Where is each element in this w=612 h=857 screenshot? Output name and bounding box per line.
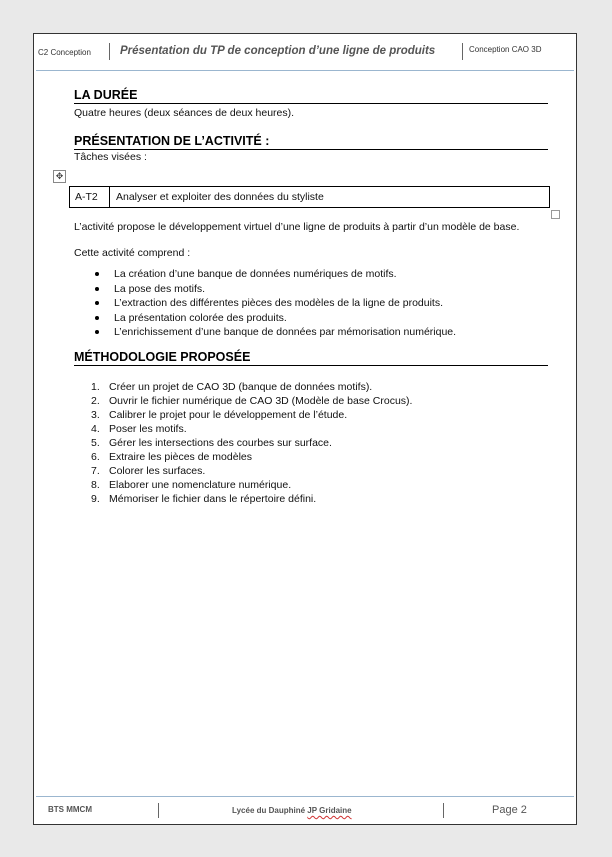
list-item: 8. Elaborer une nomenclature numérique. — [91, 478, 292, 491]
list-item: 9. Mémoriser le fichier dans le répertoire défini. — [91, 492, 317, 505]
activity-includes-label: Cette activité comprend : — [74, 247, 191, 259]
list-item: 2. Ouvrir le fichier numérique de CAO 3D (Modèle de base Crocus). — [91, 394, 413, 407]
table-cell-label: Analyser et exploiter des données du styliste — [116, 191, 324, 203]
bullet-icon — [95, 287, 99, 291]
list-item: La pose des motifs. — [74, 282, 548, 297]
section-heading-duree: LA DURÉE — [74, 88, 548, 104]
footer-rule — [36, 796, 574, 797]
document-page — [33, 33, 577, 825]
duree-text: Quatre heures (deux séances de deux heures). — [74, 107, 295, 119]
list-item: L’extraction des différentes pièces des modèles de la ligne de produits. — [74, 296, 548, 311]
header-right-label: Conception CAO 3D — [469, 45, 542, 54]
header-rule — [36, 70, 574, 71]
list-item: 1. Créer un projet de CAO 3D (banque de données motifs). — [91, 380, 373, 393]
list-item: 4. Poser les motifs. — [91, 422, 187, 435]
resize-handle-icon[interactable] — [551, 210, 560, 219]
list-item: La création d’une banque de données numériques de motifs. — [74, 267, 548, 282]
taches-visees-label: Tâches visées : — [74, 151, 147, 163]
list-item: La présentation colorée des produits. — [74, 311, 548, 326]
document-body — [74, 88, 548, 506]
activity-paragraph: L’activité propose le développement virtuel d’une ligne de produits à partir d’un modèle de base. — [74, 221, 520, 233]
section-heading-presentation: PRÉSENTATION DE L’ACTIVITÉ : — [74, 134, 548, 150]
page-number: Page 2 — [492, 804, 527, 816]
footer-separator — [158, 803, 159, 818]
list-item: 5. Gérer les intersections des courbes sur surface. — [91, 436, 332, 449]
section-heading-methodologie: MÉTHODOLOGIE PROPOSÉE — [74, 350, 548, 366]
header-separator — [462, 43, 463, 60]
list-item: 7. Colorer les surfaces. — [91, 464, 206, 477]
header-separator — [109, 43, 110, 60]
move-arrows-icon[interactable]: ✥ — [53, 170, 66, 183]
bullet-icon — [95, 301, 99, 305]
footer-left-label: BTS MMCM — [48, 805, 92, 814]
header-title: Présentation du TP de conception d’une ligne de produits — [120, 45, 436, 57]
header-left-label: C2 Conception — [38, 48, 91, 57]
spellcheck-underlined-text: JP Gridaine — [307, 806, 352, 815]
bullet-icon — [95, 272, 99, 276]
bullet-icon — [95, 330, 99, 334]
bullet-icon — [95, 316, 99, 320]
methodology-step-list — [74, 380, 548, 506]
activity-bullet-list — [74, 267, 548, 340]
list-item: 3. Calibrer le projet pour le développement de l’étude. — [91, 408, 348, 421]
footer-separator — [443, 803, 444, 818]
list-item: 6. Extraire les pièces de modèles — [91, 450, 252, 463]
footer-school-label: Lycée du Dauphiné JP Gridaine — [232, 806, 352, 815]
list-item: L’enrichissement d’une banque de données par mémorisation numérique. — [74, 325, 548, 340]
tasks-table — [69, 186, 550, 208]
table-cell-code: A-T2 — [70, 187, 110, 207]
